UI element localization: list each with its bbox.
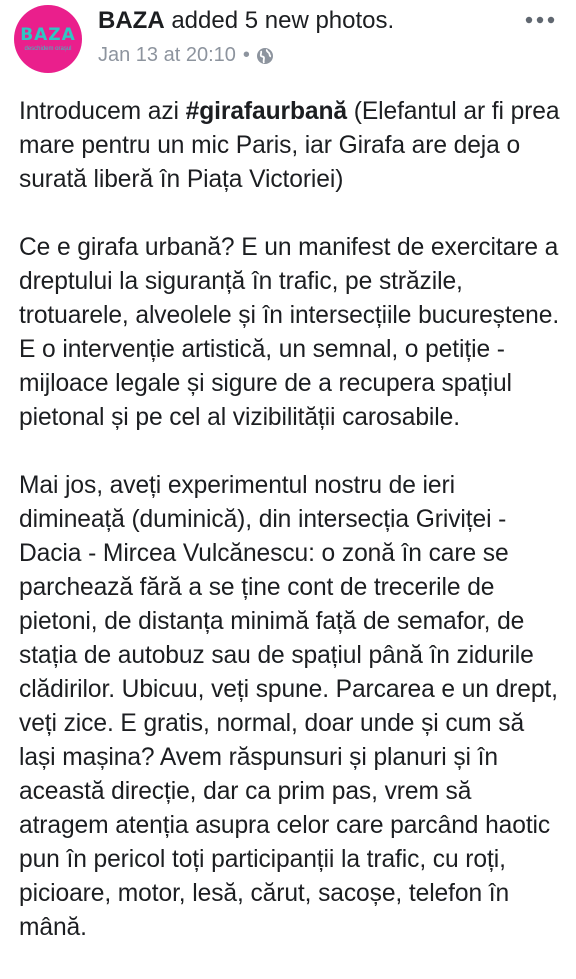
post-paragraph-experiment: Mai jos, aveți experimentul nostru de ieri dimineață (duminică), din intersecția Griviței - Dacia - Mircea Vulcănescu: o zonă în care se parchează fără a se ține cont de trecerile de pietoni, de distanța minimă față de semafor, de stația de autobuz sau de spațiul până în zidurile clădirilor. Ubicuu, veți spune. Parcarea e un drept, veți zice. E gratis, normal, doar unde și cum să lași mașina? Avem răspunsuri și planuri și în această direcție, dar ca prim pas, vrem să atragem atenția asupra celor care parcând haotic pun în pericol toți participanții la trafic, cu roți, picioare, motor, lesă, cărut, sacoșe, telefon în mână. <box>19 472 558 941</box>
post-meta <box>98 42 274 68</box>
author-name-link[interactable]: BAZA <box>98 7 165 34</box>
intro-text-after: (Elefantul ar fi prea mare pentru un mic Paris, iar Girafa are deja o surată liberă în Piața Victoriei) <box>19 98 560 193</box>
avatar[interactable] <box>14 5 82 73</box>
baza-tagline: deschidem orașul <box>24 46 72 52</box>
baza-logo: BAZA <box>20 25 76 45</box>
post-paragraph-definition: Ce e girafa urbană? E un manifest de exercitare a dreptului la siguranță în trafic, pe străzile, trotuarele, alveolele și în intersecțiile bucureștene. E o intervenție artistică, un semnal, o petiție - mijloace legale și sigure de a recupera spațiul pietonal și pe cel al vizibilității carosabile. <box>19 234 560 431</box>
more-options-button[interactable] <box>520 8 560 32</box>
intro-text-before: Introducem azi <box>19 98 186 125</box>
post-header <box>0 0 576 84</box>
more-options-icon <box>525 11 555 29</box>
post-action-text: added 5 new photos. <box>164 7 395 34</box>
hashtag-link[interactable]: #girafaurbană <box>185 98 347 125</box>
post-timestamp-link[interactable]: Jan 13 at 20:10 <box>98 44 236 66</box>
post-paragraph-intro <box>19 95 567 197</box>
post-body <box>19 95 567 979</box>
globe-icon[interactable] <box>256 46 274 64</box>
meta-separator: • <box>242 44 250 66</box>
author-line <box>98 6 394 36</box>
